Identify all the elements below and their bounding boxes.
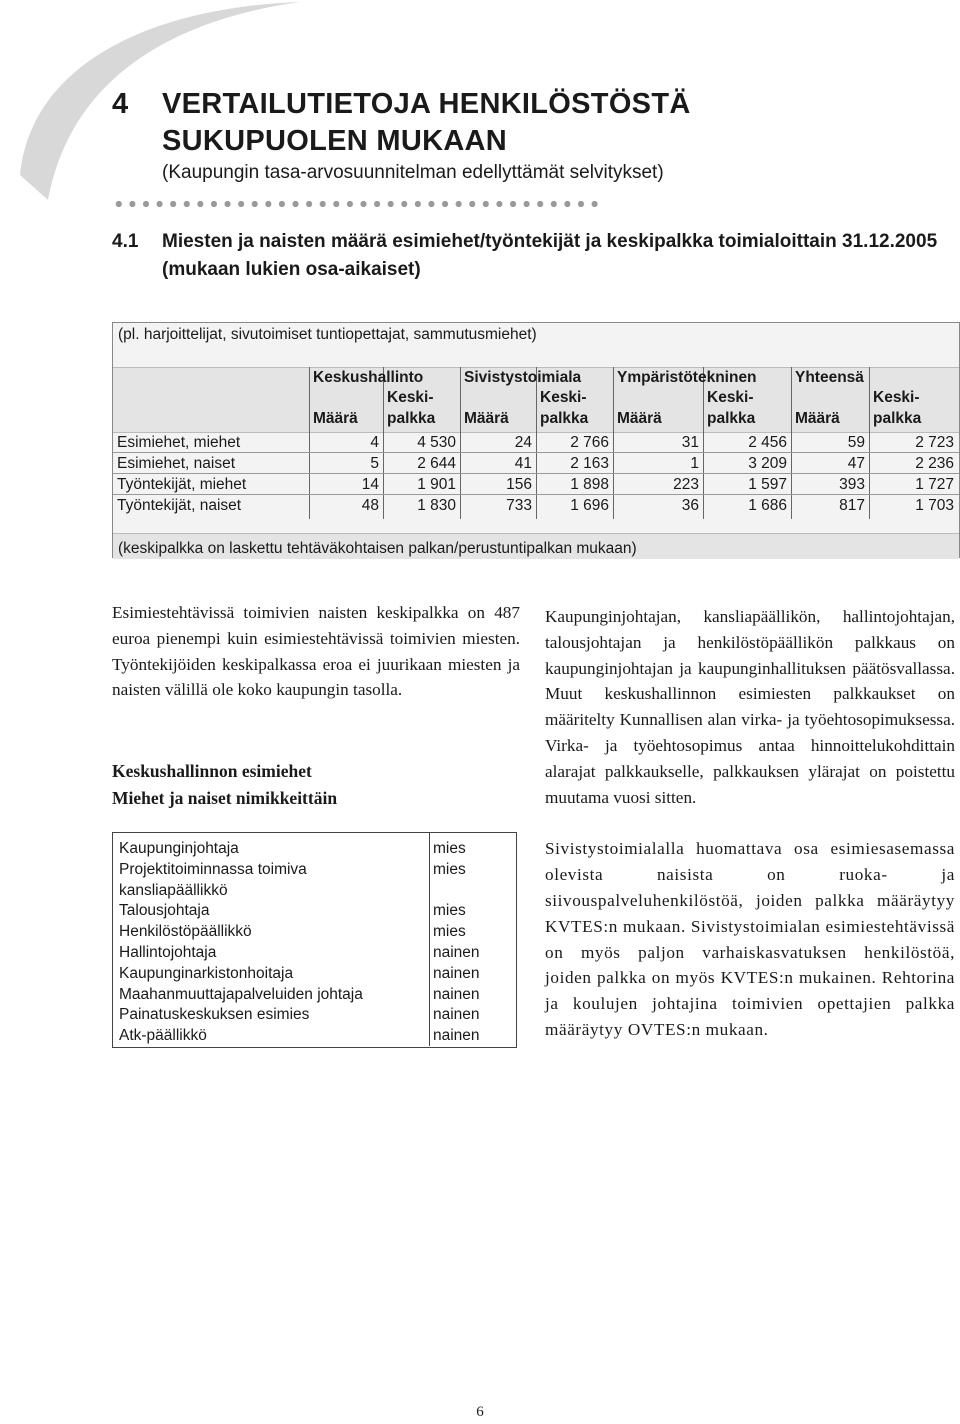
table-cell: 1 703 <box>915 497 954 514</box>
col-header-palkka: palkka <box>540 410 589 427</box>
table-cell: 24 <box>514 434 532 451</box>
title-name: Kaupunginjohtaja <box>119 840 239 857</box>
table-cell: 41 <box>514 455 532 472</box>
title-name: Projektitoiminnassa toimiva <box>119 860 307 878</box>
table-cell: 3 209 <box>748 455 787 472</box>
titles-table <box>112 832 517 1048</box>
table-row-label: Esimiehet, miehet <box>117 434 241 451</box>
table-cell: 1 830 <box>417 497 456 514</box>
right-column <box>545 604 955 1043</box>
table-cell: 1 901 <box>417 476 456 493</box>
group-header-sivistystoimiala: Sivistystoimiala <box>464 369 582 386</box>
col-header-palkka: palkka <box>387 410 436 427</box>
table-cell: 2 236 <box>915 455 954 472</box>
chapter-title-line1: VERTAILUTIETOJA HENKILÖSTÖSTÄ <box>162 88 691 120</box>
title-name: kansliapäällikkö <box>119 881 228 899</box>
chapter-number: 4 <box>112 88 129 120</box>
table-cell: 47 <box>847 455 865 472</box>
table-cell: 31 <box>681 434 699 451</box>
title-gender: mies <box>433 860 466 878</box>
table-cell: 1 <box>690 455 699 472</box>
chapter-heading <box>112 86 912 186</box>
title-gender: nainen <box>433 985 480 1003</box>
subheading <box>112 758 337 812</box>
left-column <box>112 600 520 703</box>
table-cell: 1 686 <box>748 497 787 514</box>
table-note-top: (pl. harjoittelijat, sivutoimiset tuntiopettajat, sammutusmiehet) <box>118 326 537 343</box>
table-cell: 2 723 <box>915 434 954 451</box>
table-cell: 14 <box>361 476 379 493</box>
titles-table-divider <box>429 833 430 1046</box>
chapter-title-line2: SUKUPUOLEN MUKAAN <box>162 125 508 157</box>
title-gender: nainen <box>433 944 480 961</box>
table-cell: 48 <box>361 497 379 514</box>
table-cell: 4 530 <box>417 434 456 451</box>
table-cell: 2 644 <box>417 455 456 472</box>
col-header-maara: Määrä <box>795 410 840 427</box>
page-number: 6 <box>476 1404 484 1420</box>
group-header-ymparistotekninen: Ympäristötekninen <box>617 369 757 386</box>
table-cell: 1 597 <box>748 476 787 493</box>
subheading-line1: Keskushallinnon esimiehet <box>112 761 312 781</box>
right-paragraph-1: Kaupunginjohtajan, kansliapäällikön, hallintojohtajan, talousjohtajan ja henkilöstöpäällikön palkkaus on kaupunginjohtajan ja kaupunginhallituksen päätösvallassa. Muut keskushallinnon esimiesten palkkaukset on määritelty Kunnallisen alan virka- ja työehtosopimuksessa. Virka- ja työehtosopimus antaa hinnoittelukohdittain alarajat palkkaukselle, palkkauksen ylärajat on poistettu muutama vuosi sitten. <box>545 607 955 807</box>
table-cell: 733 <box>506 497 532 514</box>
group-header-yhteensa: Yhteensä <box>795 369 864 386</box>
title-name: Henkilöstöpäällikkö <box>119 923 252 941</box>
right-paragraph-2: Sivistystoimialalla huomattava osa esimiesasemassa olevista naisista on ruoka- ja siivouspalveluhenkilöstöä, joiden palkka määräytyy KVTES:n mukaan. Sivistystoimialan esimiestehtävissä on myös paljon varhaiskasvatuksen henkilöstöä, joiden palkka on myös KVTES:n mukainen. Rehtorina ja koulujen johtajina toimivien opettajien palkka määräytyy OVTES:n mukaan. <box>545 839 955 1039</box>
table-cell: 36 <box>681 497 699 514</box>
subheading-line2: Miehet ja naiset nimikkeittäin <box>112 788 338 808</box>
title-name: Talousjohtaja <box>119 902 210 920</box>
title-gender: nainen <box>433 1027 480 1045</box>
table-cell: 2 163 <box>570 455 609 472</box>
title-name: Hallintojohtaja <box>119 944 217 961</box>
chapter-subtitle: (Kaupungin tasa-arvosuunnitelman edellyttämät selvitykset) <box>162 162 664 183</box>
section-number: 4.1 <box>112 231 139 252</box>
title-name: Maahanmuuttajapalveluiden johtaja <box>119 985 363 1003</box>
table-note-bottom: (keskipalkka on laskettu tehtäväkohtaisen palkan/perustuntipalkan mukaan) <box>118 540 637 557</box>
title-name: Atk-päällikkö <box>119 1027 207 1045</box>
table-row-label: Työntekijät, miehet <box>117 476 247 493</box>
col-header-palkka: palkka <box>707 410 756 427</box>
col-header-maara: Määrä <box>617 410 662 427</box>
table-cell: 2 766 <box>570 434 609 451</box>
table-cell: 1 696 <box>570 497 609 514</box>
title-name: Painatuskeskuksen esimies <box>119 1006 310 1024</box>
col-header-maara: Määrä <box>313 410 358 427</box>
table-cell: 59 <box>847 434 865 451</box>
col-header-keski: Keski- <box>873 389 920 406</box>
table-cell: 2 456 <box>748 434 787 451</box>
title-gender: mies <box>433 840 466 857</box>
group-header-keskushallinto: Keskushallinto <box>313 369 424 386</box>
title-gender: nainen <box>433 964 480 982</box>
table-cell: 1 898 <box>570 476 609 493</box>
table-row-label: Työntekijät, naiset <box>117 497 242 514</box>
table-cell: 223 <box>673 476 699 493</box>
title-gender: mies <box>433 923 466 941</box>
table-row-label: Esimiehet, naiset <box>117 455 236 472</box>
statistics-table <box>112 322 960 558</box>
table-cell: 393 <box>839 476 865 493</box>
title-name: Kaupunginarkistonhoitaja <box>119 964 294 982</box>
dotted-divider <box>112 200 602 208</box>
table-cell: 4 <box>370 434 379 451</box>
col-header-keski: Keski- <box>540 389 587 406</box>
table-cell: 817 <box>839 497 865 514</box>
col-header-maara: Määrä <box>464 410 509 427</box>
col-header-palkka: palkka <box>873 410 922 427</box>
table-cell: 156 <box>506 476 532 493</box>
title-gender: nainen <box>433 1006 480 1024</box>
left-paragraph: Esimiestehtävissä toimivien naisten keskipalkka on 487 euroa pienempi kuin esimiestehtävissä toimivien miesten. Työntekijöiden keskipalkassa eroa ei juurikaan miesten ja naisten välillä ole koko kaupungin tasolla. <box>112 603 520 700</box>
table-cell: 5 <box>370 455 379 472</box>
title-gender: mies <box>433 902 466 920</box>
section-heading <box>112 228 942 284</box>
col-header-keski: Keski- <box>707 389 754 406</box>
col-header-keski: Keski- <box>387 389 434 406</box>
section-title: Miesten ja naisten määrä esimiehet/työntekijät ja keskipalkka toimialoittain 31.12.2005 (mukaan lukien osa-aikaiset) <box>162 231 938 280</box>
table-cell: 1 727 <box>915 476 954 493</box>
